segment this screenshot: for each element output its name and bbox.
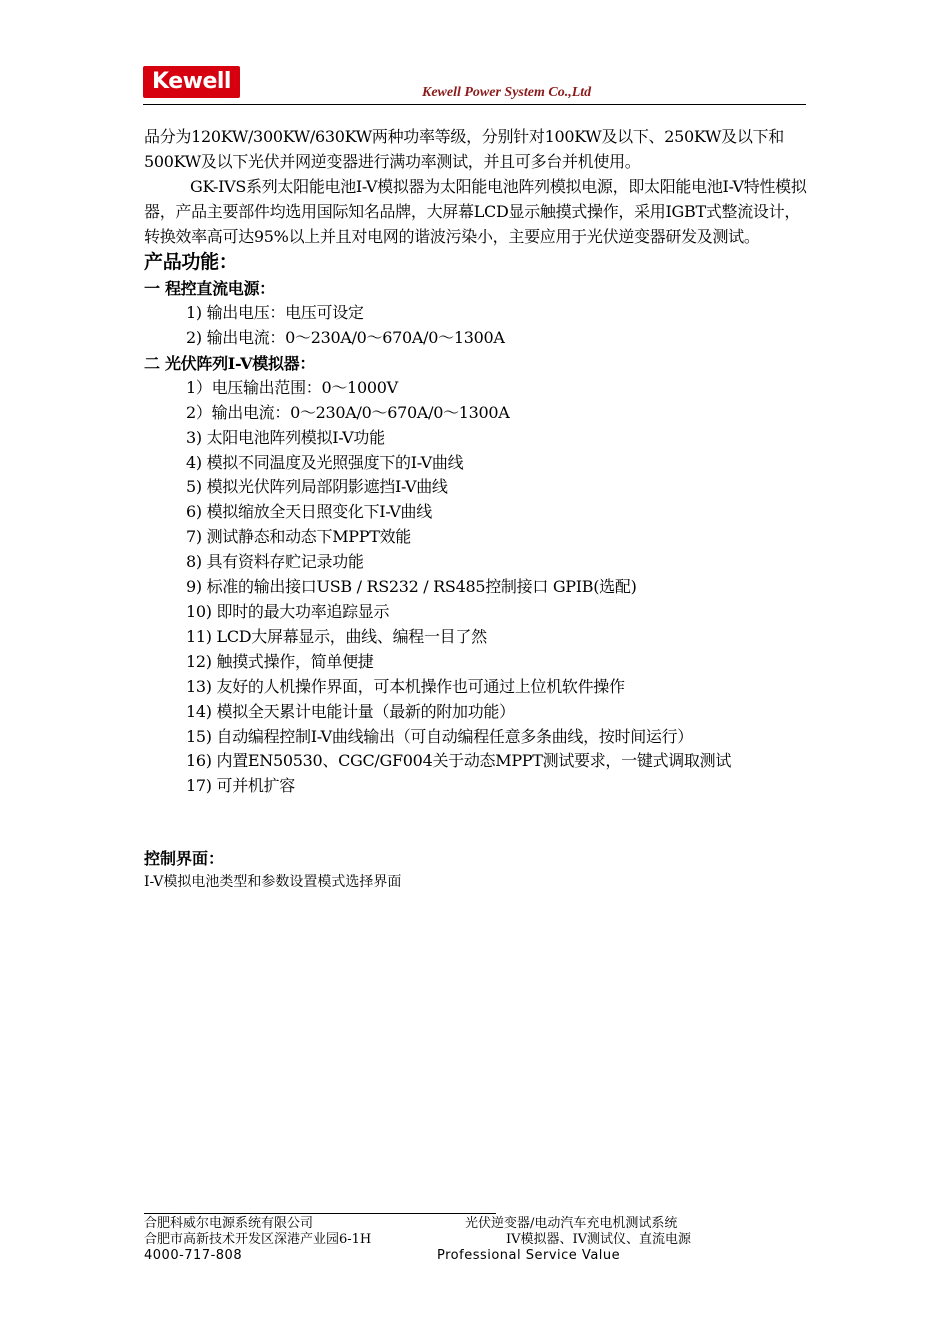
list-item: 14) 模拟全天累计电能计量（最新的附加功能） [186, 701, 515, 721]
header-divider [143, 104, 806, 105]
list-item: 3) 太阳电池阵列模拟I-V功能 [186, 427, 385, 447]
list-item: 10) 即时的最大功率追踪显示 [186, 601, 390, 621]
intro-paragraph-2: GK-IVS系列太阳能电池I-V模拟器为太阳能电池阵列模拟电源，即太阳能电池I-V特性模拟器，产品主要部件均选用国际知名品牌，大屏幕LCD显示触摸式操作，采用IGBT式整流设计，转换效率高可达95%以上并且对电网的谐波污染小，主要应用于光伏逆变器研发及测试。 [144, 177, 807, 246]
footer-divider [144, 1213, 496, 1214]
list-item: 12) 触摸式操作，简单便捷 [186, 651, 374, 671]
intro-paragraph-1: 品分为120KW/300KW/630KW两种功率等级，分别针对100KW及以下、250KW及以下和500KW及以下光伏并网逆变器进行满功率测试，并且可多台并机使用。 [144, 127, 784, 171]
footer-address: 合肥市高新技术开发区深港产业园6-1H [144, 1232, 372, 1247]
list-item: 9) 标准的输出接口USB / RS232 / RS485控制接口 GPIB(选配) [186, 577, 637, 597]
list-item: 1) 输出电压：电压可设定 [186, 303, 364, 322]
list-item: 2) 输出电流：0～230A/0～670A/0～1300A [186, 327, 505, 347]
features-title: 产品功能： [144, 251, 238, 273]
company-english-name: Kewell Power System Co.,Ltd [422, 85, 592, 100]
list-item: 5) 模拟光伏阵列局部阴影遮挡I-V曲线 [186, 477, 448, 497]
list-item: 1）电压输出范围：0～1000V [186, 377, 398, 397]
section1-list [186, 301, 809, 351]
list-item: 13) 友好的人机操作界面，可本机操作也可通过上位机软件操作 [186, 676, 625, 696]
list-item: 16) 内置EN50530、CGC/GF004关于动态MPPT测试要求，一键式调取测试 [186, 751, 732, 771]
list-item: 4) 模拟不同温度及光照强度下的I-V曲线 [186, 452, 464, 472]
document-body [144, 124, 809, 799]
section1-title: 一 程控直流电源： [144, 279, 275, 298]
section2-title: 二 光伏阵列I-V模拟器： [144, 353, 316, 373]
footer-products-line2: IV模拟器、IV测试仪、直流电源 [506, 1232, 692, 1247]
control-interface-title: 控制界面： [144, 849, 225, 868]
footer-company-name: 合肥科威尔电源系统有限公司 [144, 1216, 314, 1231]
list-item: 17) 可并机扩容 [186, 776, 295, 796]
list-item: 11) LCD大屏幕显示，曲线、编程一目了然 [186, 626, 487, 646]
footer-products-line1: 光伏逆变器/电动汽车充电机测试系统 [465, 1216, 678, 1231]
section2-list [186, 376, 809, 799]
list-item: 6) 模拟缩放全天日照变化下I-V曲线 [186, 502, 432, 522]
list-item: 15) 自动编程控制I-V曲线输出（可自动编程任意多条曲线，按时间运行） [186, 726, 694, 746]
control-interface-subtitle: I-V模拟电池类型和参数设置模式选择界面 [144, 874, 402, 890]
list-item: 8) 具有资料存贮记录功能 [186, 552, 364, 572]
footer-slogan: Professional Service Value [437, 1248, 621, 1263]
footer-phone: 4000-717-808 [144, 1248, 243, 1263]
list-item: 2）输出电流：0～230A/0～670A/0～1300A [186, 402, 510, 422]
list-item: 7) 测试静态和动态下MPPT效能 [186, 527, 411, 547]
kewell-logo: Kewell [143, 66, 240, 98]
